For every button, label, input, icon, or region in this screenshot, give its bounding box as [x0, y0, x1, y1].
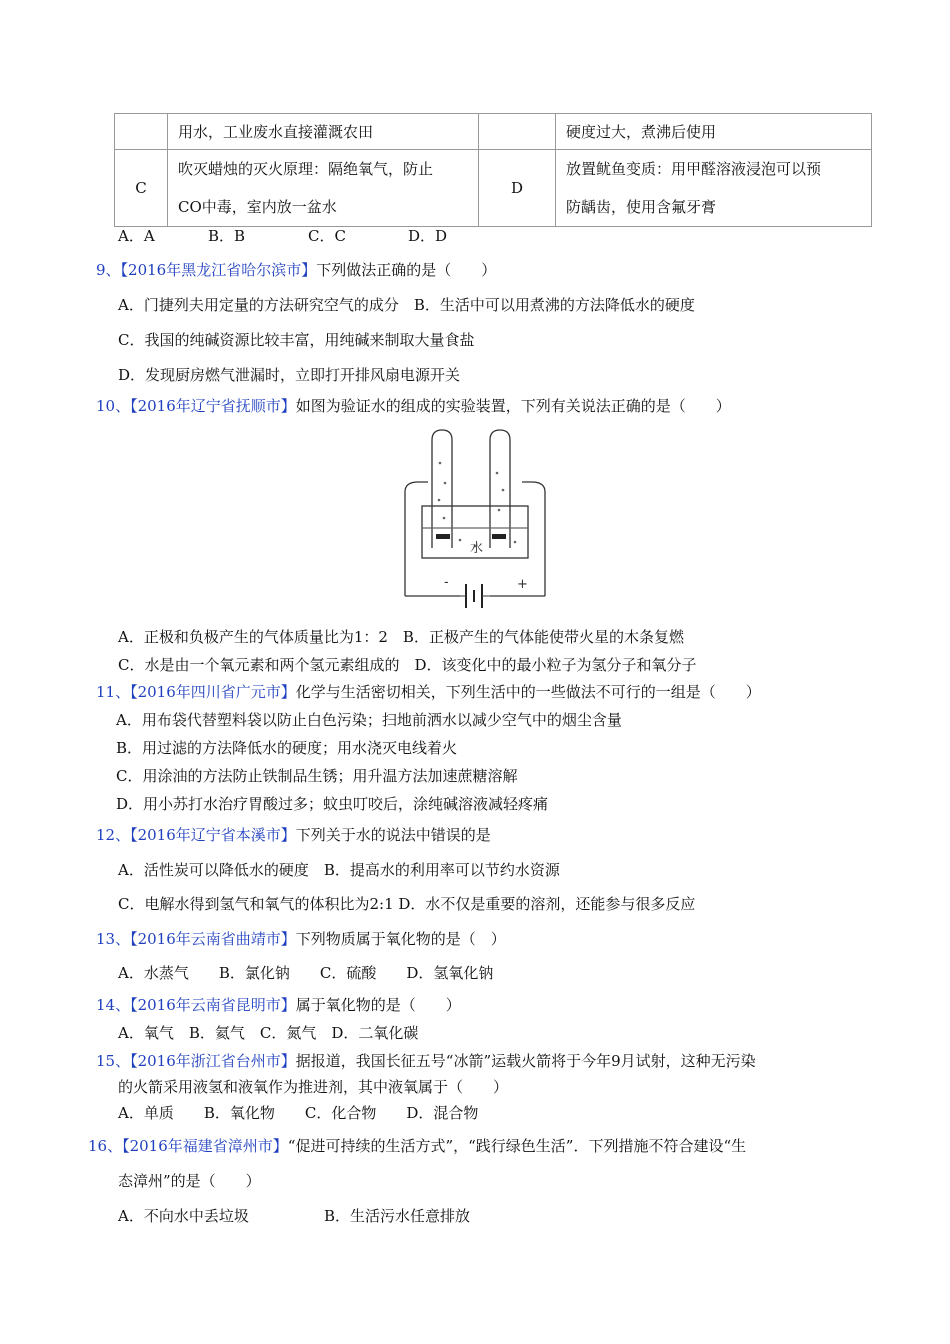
- source-tag: 【2016年云南省曲靖市】: [130, 930, 296, 948]
- question-text-continued: 态漳州”的是（ ）: [118, 1172, 261, 1190]
- source-tag: 【2016年四川省广元市】: [130, 683, 296, 701]
- question-9-stem: [96, 259, 496, 280]
- table-cell-line: 吹灭蜡烛的灭火原理：隔绝氧气，防止: [178, 160, 434, 178]
- question-12-stem: [96, 824, 491, 845]
- table-cell-line: 放置鱿鱼变质：用甲醛溶液浸泡可以预: [566, 160, 822, 178]
- question-number: 14、: [96, 996, 131, 1014]
- question-number: 15、: [96, 1052, 131, 1070]
- option: C．电解水得到氢气和氧气的体积比为2:1 D．水不仅是重要的溶剂，还能参与很多反应: [118, 895, 696, 913]
- question-text: 下列做法正确的是（ ）: [316, 261, 497, 279]
- option: C．C: [308, 227, 346, 245]
- option: D．D: [408, 227, 448, 245]
- source-tag: 【2016年云南省昆明市】: [130, 996, 296, 1014]
- question-number: 10、: [96, 397, 131, 415]
- question-text: 下列关于水的说法中错误的是: [295, 826, 491, 844]
- question-15-stem: [96, 1050, 756, 1071]
- option: A．单质 B．氧化物 C．化合物 D．混合物: [118, 1104, 479, 1122]
- source-tag: 【2016年辽宁省抚顺市】: [130, 397, 296, 415]
- positive-terminal-label: +: [517, 577, 528, 592]
- negative-terminal-label: -: [444, 575, 449, 590]
- water-label: 水: [470, 541, 484, 556]
- table-cell-empty: [479, 114, 556, 150]
- option: D．发现厨房燃气泄漏时，立即打开排风扇电源开关: [118, 366, 461, 384]
- option: C．我国的纯碱资源比较丰富，用纯碱来制取大量食盐: [118, 331, 475, 349]
- table-cell-line: 防龋齿，使用含氟牙膏: [566, 198, 717, 216]
- question-text-continued: 的火箭采用液氢和液氧作为推进剂，其中液氧属于（ ）: [118, 1078, 509, 1096]
- question-14-stem: [96, 994, 461, 1015]
- option: A．正极和负极产生的气体质量比为1：2 B．正极产生的气体能使带火星的木条复燃: [118, 628, 684, 646]
- question-text: 据报道，我国长征五号“冰箭”运载火箭将于今年9月试射，这种无污染: [295, 1052, 756, 1070]
- option: A．水蒸气 B．氯化钠 C．硫酸 D．氢氧化钠: [118, 964, 494, 982]
- table-option-letter: C: [115, 150, 168, 227]
- table-cell-empty: [115, 114, 168, 150]
- question-16-stem: [88, 1135, 746, 1156]
- table-cell-left: 用水，工业废水直接灌溉农田: [168, 114, 479, 150]
- option: C．水是由一个氧元素和两个氢元素组成的 D．该变化中的最小粒子为氢分子和氧分子: [118, 656, 697, 674]
- option: D．用小苏打水治疗胃酸过多；蚊虫叮咬后，涂纯碱溶液减轻疼痛: [116, 795, 549, 813]
- table-option-letter: D: [479, 150, 556, 227]
- question-13-stem: [96, 928, 506, 949]
- question-8-table: [114, 113, 872, 227]
- question-number: 9、: [96, 261, 121, 279]
- table-cell-left: [168, 150, 479, 227]
- question-11-stem: [96, 681, 761, 702]
- option: A．氧气 B．氦气 C．氮气 D．二氧化碳: [118, 1024, 419, 1042]
- source-tag: 【2016年浙江省台州市】: [130, 1052, 296, 1070]
- option: A．用布袋代替塑料袋以防止白色污染；扫地前洒水以减少空气中的烟尘含量: [116, 711, 622, 729]
- option: C．用涂油的方法防止铁制品生锈；用升温方法加速蔗糖溶解: [116, 767, 518, 785]
- question-text: 属于氧化物的是（ ）: [295, 996, 461, 1014]
- q8-options: [118, 225, 447, 246]
- question-number: 13、: [96, 930, 131, 948]
- question-text: 如图为验证水的组成的实验装置，下列有关说法正确的是（ ）: [295, 397, 731, 415]
- table-cell-right: 硬度过大，煮沸后使用: [556, 114, 872, 150]
- option: B．用过滤的方法降低水的硬度；用水浇灭电线着火: [116, 739, 458, 757]
- source-tag: 【2016年辽宁省本溪市】: [130, 826, 296, 844]
- option: B．B: [208, 227, 246, 245]
- question-10-stem: [96, 395, 731, 416]
- option: A．不向水中丢垃圾: [118, 1207, 249, 1225]
- question-text: 化学与生活密切相关，下列生活中的一些做法不可行的一组是（ ）: [295, 683, 761, 701]
- option: A．活性炭可以降低水的硬度 B．提高水的利用率可以节约水资源: [118, 861, 560, 879]
- table-cell-line: CO中毒，室内放一盆水: [178, 198, 337, 216]
- source-tag: 【2016年福建省漳州市】: [122, 1137, 288, 1155]
- electrolysis-apparatus-figure: [400, 428, 550, 614]
- question-number: 16、: [88, 1137, 123, 1155]
- option: A．门捷列夫用定量的方法研究空气的成分 B．生活中可以用煮沸的方法降低水的硬度: [118, 296, 695, 314]
- source-tag: 【2016年黑龙江省哈尔滨市】: [120, 261, 317, 279]
- question-number: 11、: [96, 683, 131, 701]
- question-text: “促进可持续的生活方式”，“践行绿色生活”．下列措施不符合建设“生: [287, 1137, 747, 1155]
- question-number: 12、: [96, 826, 131, 844]
- table-cell-right: [556, 150, 872, 227]
- question-text: 下列物质属于氧化物的是（ ）: [295, 930, 506, 948]
- option: B．生活污水任意排放: [324, 1207, 471, 1225]
- option: A．A: [118, 227, 155, 245]
